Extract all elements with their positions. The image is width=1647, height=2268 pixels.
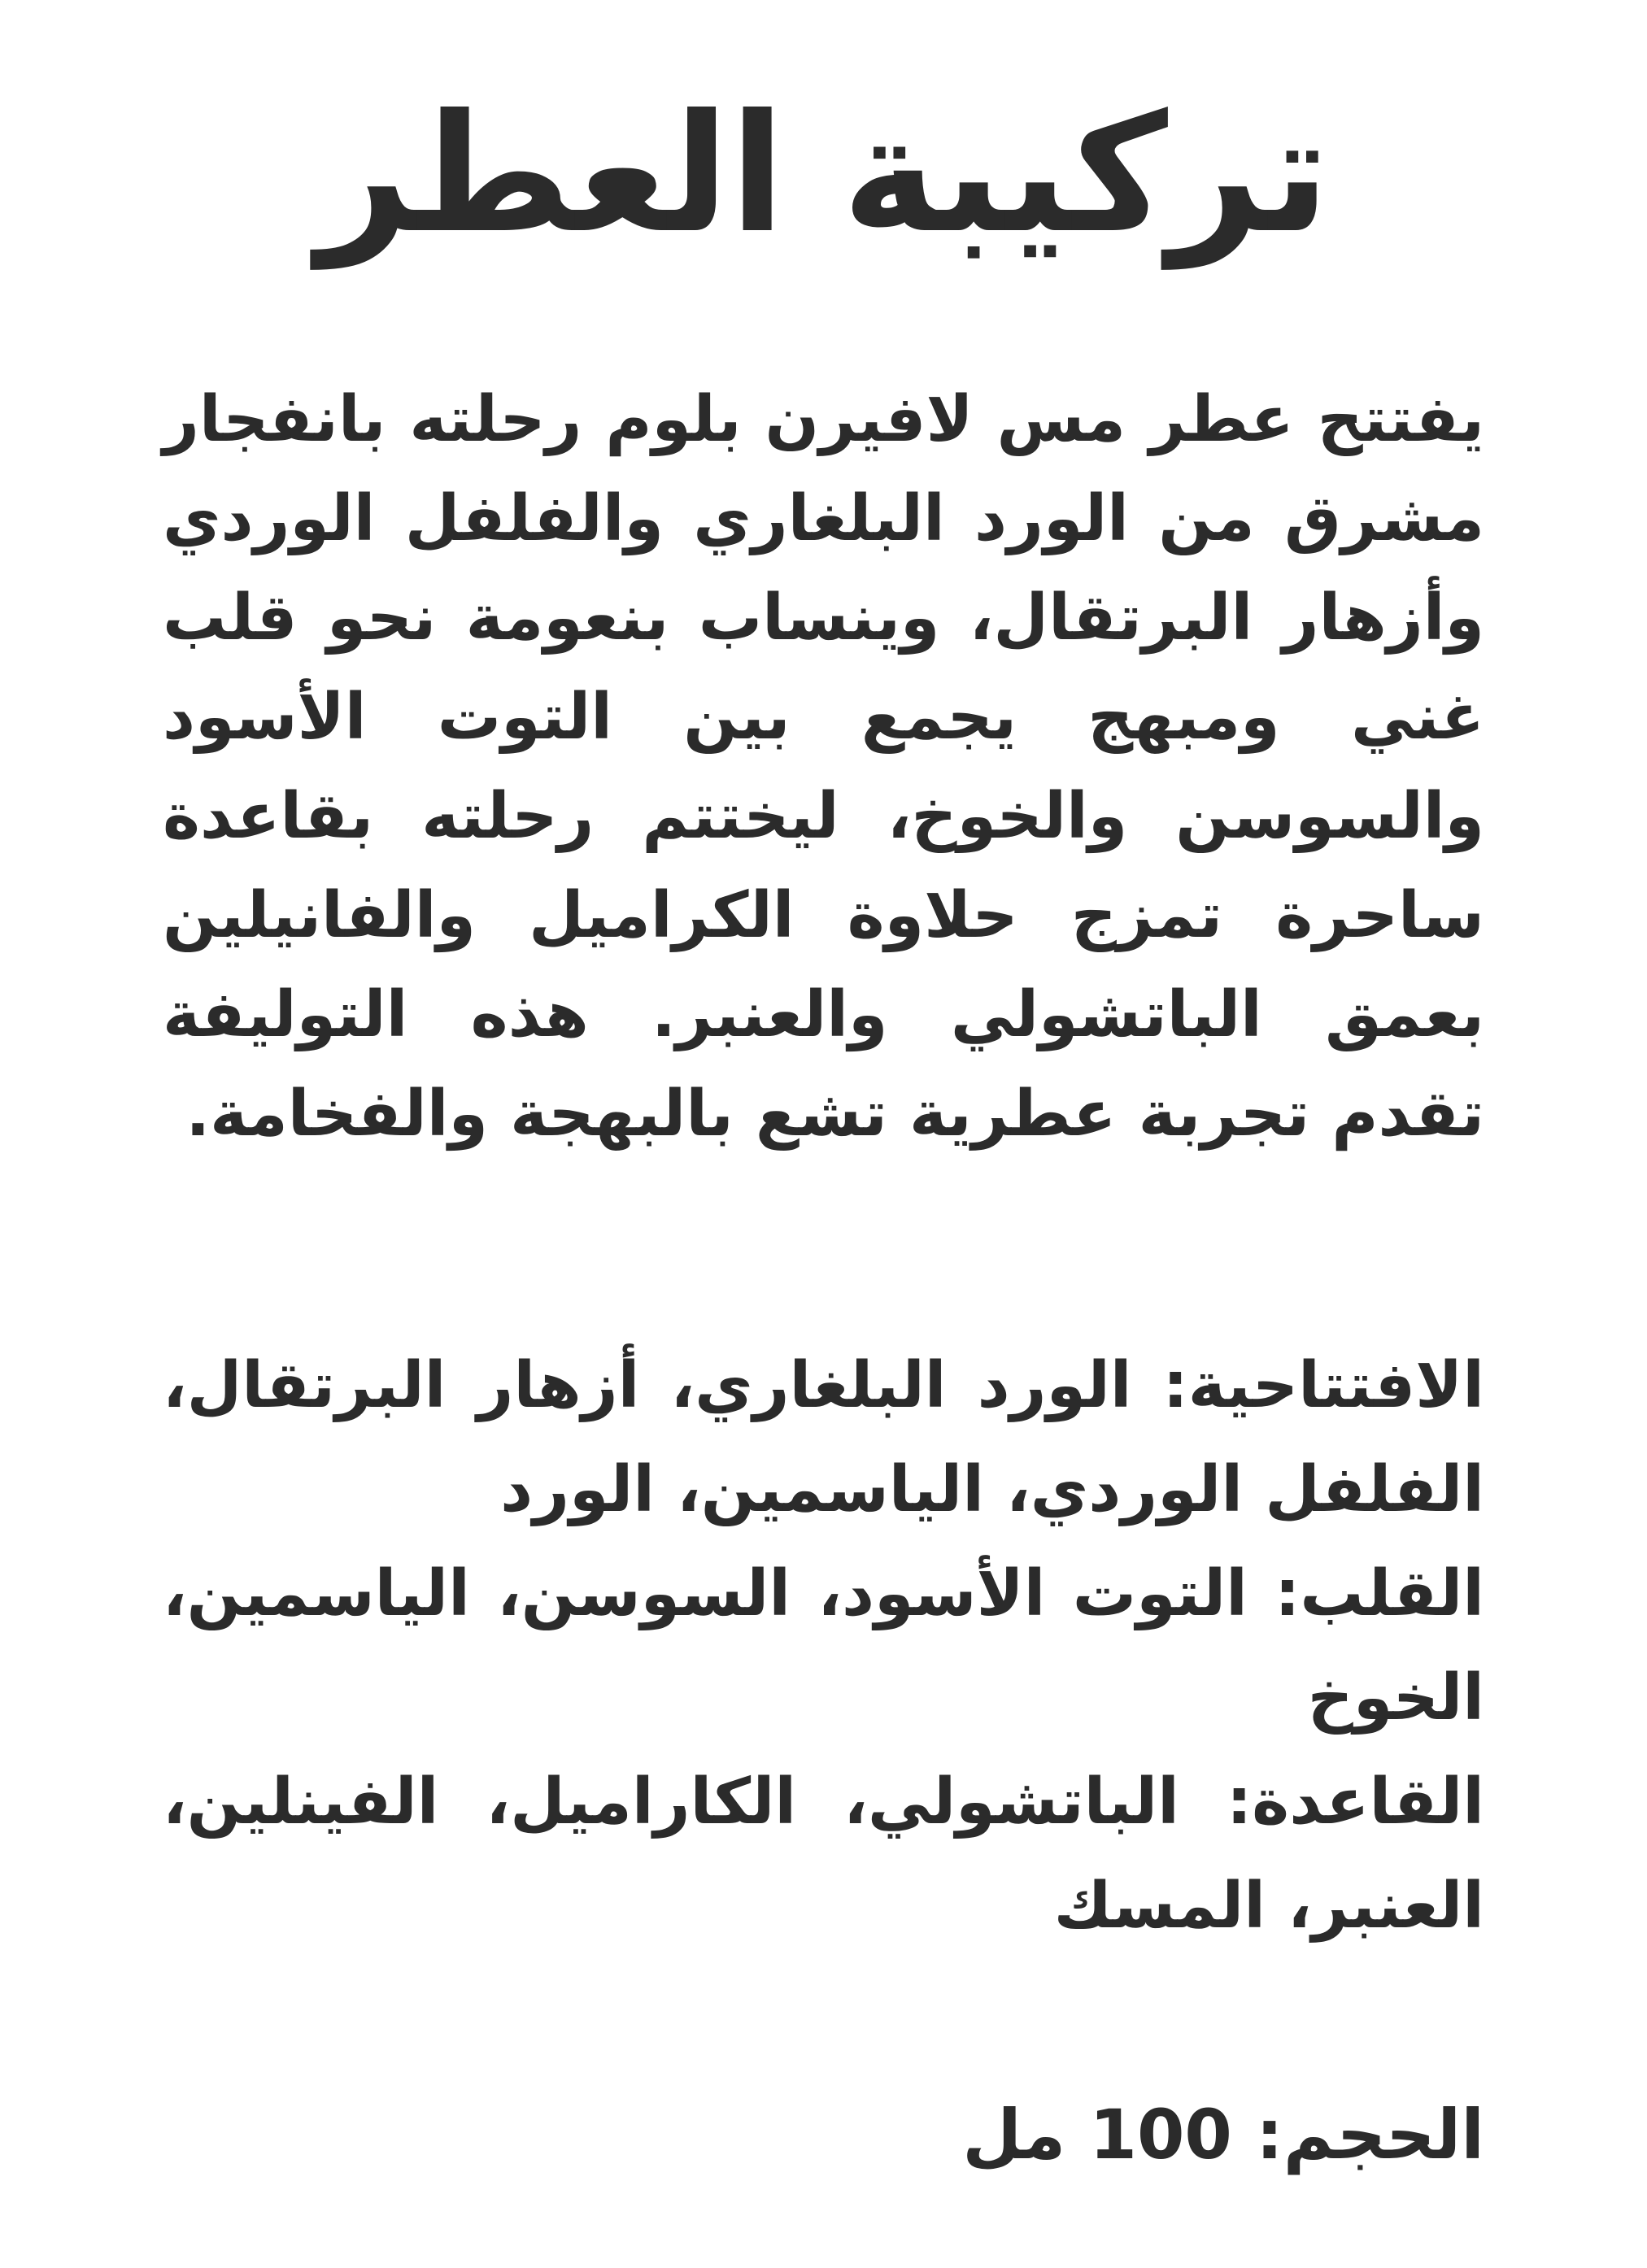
notes-top bbox=[163, 1334, 1484, 1542]
notes-base bbox=[163, 1750, 1484, 1958]
notes-base-label: القاعدة: bbox=[1226, 1765, 1484, 1839]
notes-top-label: الافتتاحية: bbox=[1162, 1349, 1484, 1422]
volume-label: الحجم: bbox=[1256, 2095, 1484, 2174]
notes-heart bbox=[163, 1542, 1484, 1750]
volume-value: 100 مل bbox=[962, 2095, 1232, 2174]
notes-heart-label: القلب: bbox=[1274, 1557, 1484, 1630]
notes-base-value: الباتشولي، الكاراميل، الفينلين، العنبر، المسك bbox=[163, 1765, 1484, 1943]
volume bbox=[163, 2082, 1484, 2187]
notes-heart-value: التوت الأسود، السوسن، الياسمين، الخوخ bbox=[163, 1557, 1484, 1735]
fragrance-notes-list bbox=[163, 1334, 1484, 1958]
notes-top-value: الورد البلغاري، أزهار البرتقال، الفلفل الوردي، الياسمين، الورد bbox=[163, 1349, 1484, 1526]
page-title: تركيبة العطر bbox=[316, 80, 1331, 269]
fragrance-description: يفتتح عطر مس لافيرن بلوم رحلته بانفجار مشرق من الورد البلغاري والفلفل الوردي وأزهار البرتقال، وينساب بنعومة نحو قلب غني ومبهج يجمع بين التوت الأسود والسوسن والخوخ، ليختتم رحلته بقاعدة ساحرة تمزج حلاوة الكراميل والفانيلين بعمق الباتشولي والعنبر. هذه التوليفة تقدم تجربة عطرية تشع بالبهجة والفخامة. bbox=[163, 383, 1484, 1151]
